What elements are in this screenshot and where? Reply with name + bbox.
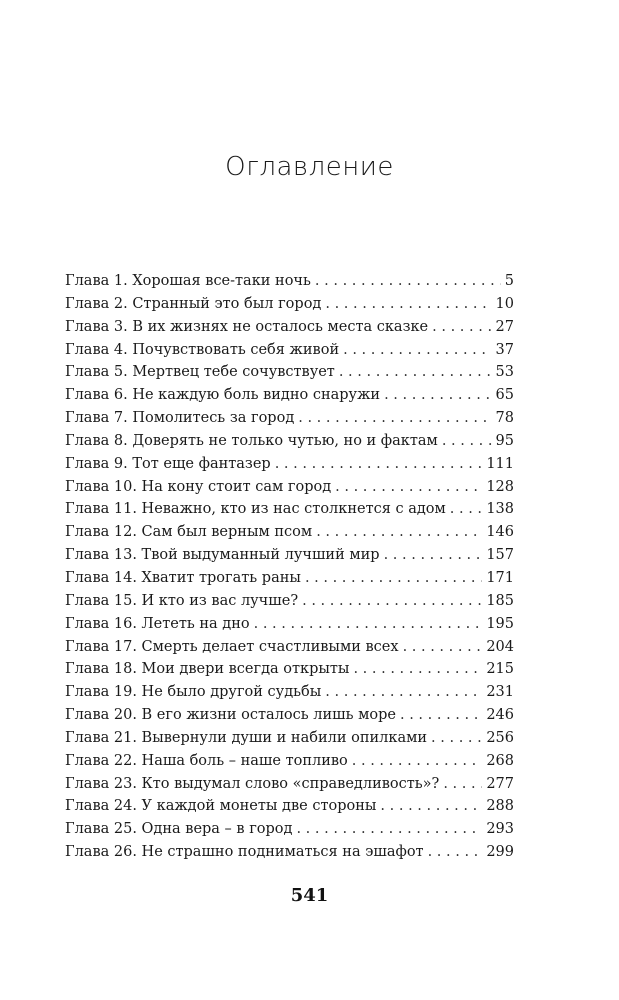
dot-leader [254,613,483,636]
toc-entry [65,453,514,476]
chapter-page-number: 293 [486,821,514,838]
chapter-page-number: 299 [486,844,514,861]
toc-entry-label [65,613,254,636]
toc-entry [65,750,514,773]
chapter-title: Хорошая все-таки ночь [132,273,311,289]
dot-leader [325,681,482,704]
dot-leader [352,750,483,773]
chapter-title: Доверять не только чутью, но и фактам [132,432,438,449]
chapter-title: Не было другой судьбы [141,684,322,701]
chapter-title: Одна вера – в город [141,821,293,838]
toc-entry-label [65,316,432,339]
toc-entry-label [65,339,343,362]
chapter-page-number: 138 [486,501,514,518]
toc-entry-label [65,521,316,544]
chapter-title: Странный это был город [132,295,322,312]
toc-entry [65,613,514,636]
toc-entry [65,567,514,590]
toc-entry [65,704,514,727]
dot-leader [298,407,491,430]
chapter-number: Глава 25. [65,821,137,838]
chapter-number: Глава 1. [65,273,128,289]
toc-entry-label [65,750,352,773]
chapter-number: Глава 20. [65,707,137,724]
dot-leader [305,567,482,590]
toc-entry [65,407,514,430]
dot-leader [275,453,483,476]
chapter-title: Вывернули души и набили опилками [141,729,428,746]
dot-leader [296,818,482,841]
chapter-title: Наша боль – наше топливо [141,752,348,769]
toc-entry-label [65,636,403,659]
toc-entry-label [65,270,315,293]
dot-leader [443,773,482,796]
chapter-number: Глава 8. [65,432,128,449]
dot-leader [343,339,491,362]
chapter-page-number: 5 [504,273,514,289]
chapter-number: Глава 9. [65,455,128,472]
toc-entry-label [65,498,450,521]
chapter-title: Мертвец тебе сочувствует [132,364,335,381]
chapter-title: Мои двери всегда открыты [141,661,350,678]
toc-entry [65,384,514,407]
chapter-number: Глава 4. [65,341,128,358]
chapter-title: Не каждую боль видно снаружи [132,387,381,404]
toc-entry [65,430,514,453]
toc-entry-label [65,544,384,567]
chapter-number: Глава 3. [65,318,128,335]
dot-leader [325,293,491,316]
chapter-page-number: 246 [486,707,514,724]
chapter-page-number: 288 [486,798,514,815]
chapter-number: Глава 13. [65,547,137,564]
toc-entry [65,727,514,750]
chapter-title: Неважно, кто из нас столкнется с адом [141,501,446,518]
toc-entry-label [65,293,325,316]
toc-entry-label [65,361,339,384]
chapter-page-number: 195 [486,615,514,632]
chapter-page-number: 185 [486,592,514,609]
chapter-page-number: 111 [486,455,514,472]
chapter-title: На кону стоит сам город [141,478,332,495]
toc-entry [65,795,514,818]
chapter-title: Сам был верным псом [141,524,313,541]
chapter-title: В его жизни осталось лишь море [141,707,396,724]
chapter-number: Глава 21. [65,729,137,746]
chapter-number: Глава 14. [65,569,137,586]
dot-leader [442,430,492,453]
toc-entry-label [65,841,428,864]
dot-leader [380,795,482,818]
toc-entry [65,658,514,681]
chapter-title: Тот еще фантазер [132,455,271,472]
chapter-page-number: 215 [486,661,514,678]
chapter-page-number: 53 [495,364,514,381]
chapter-number: Глава 17. [65,638,137,655]
chapter-title: В их жизнях не осталось места сказке [132,318,429,335]
chapter-page-number: 146 [486,524,514,541]
chapter-page-number: 27 [495,318,514,335]
chapter-number: Глава 7. [65,410,128,427]
toc-entry [65,270,514,293]
chapter-number: Глава 16. [65,615,137,632]
dot-leader [316,521,482,544]
chapter-number: Глава 10. [65,478,137,495]
dot-leader [384,384,491,407]
chapter-number: Глава 19. [65,684,137,701]
toc-entry [65,521,514,544]
chapter-number: Глава 11. [65,501,137,518]
toc-entry-label [65,430,442,453]
toc-entry [65,636,514,659]
dot-leader [353,658,482,681]
dot-leader [400,704,482,727]
toc-entry-label [65,704,400,727]
dot-leader [403,636,483,659]
toc-entry [65,590,514,613]
chapter-number: Глава 24. [65,798,137,815]
toc-entry-label [65,727,431,750]
chapter-title: И кто из вас лучше? [141,592,299,609]
table-of-contents [65,270,514,864]
chapter-number: Глава 6. [65,387,128,404]
dot-leader [450,498,483,521]
toc-entry [65,773,514,796]
toc-entry [65,681,514,704]
page-number: 541 [290,885,329,906]
chapter-page-number: 37 [495,341,514,358]
toc-entry [65,316,514,339]
chapter-page-number: 78 [495,410,514,427]
dot-leader [428,841,483,864]
chapter-page-number: 277 [486,775,514,792]
chapter-page-number: 268 [486,752,514,769]
toc-entry-label [65,795,380,818]
chapter-title: Кто выдумал слово «справедливость»? [141,775,440,792]
chapter-number: Глава 22. [65,752,137,769]
toc-entry-label [65,590,302,613]
chapter-page-number: 128 [486,478,514,495]
dot-leader [339,361,492,384]
toc-entry-label [65,818,296,841]
chapter-number: Глава 26. [65,844,137,861]
chapter-page-number: 171 [486,569,514,586]
chapter-number: Глава 23. [65,775,137,792]
toc-entry [65,818,514,841]
chapter-page-number: 204 [486,638,514,655]
chapter-title: Почувствовать себя живой [132,341,340,358]
toc-entry-label [65,681,325,704]
toc-entry [65,841,514,864]
chapter-page-number: 65 [495,387,514,404]
toc-entry-label [65,384,384,407]
toc-entry-label [65,658,353,681]
toc-entry-label [65,453,275,476]
chapter-page-number: 95 [495,432,514,449]
toc-entry-label [65,567,305,590]
dot-leader [431,727,482,750]
chapter-number: Глава 2. [65,295,128,312]
chapter-title: Твой выдуманный лучший мир [141,547,380,564]
chapter-page-number: 10 [495,295,514,312]
toc-entry [65,498,514,521]
page-title: Оглавление [225,152,394,182]
chapter-page-number: 256 [486,729,514,746]
chapter-number: Глава 12. [65,524,137,541]
chapter-title: Смерть делает счастливыми всех [141,638,399,655]
toc-entry-label [65,773,443,796]
toc-entry-label [65,407,298,430]
chapter-number: Глава 18. [65,661,137,678]
toc-entry [65,293,514,316]
dot-leader [335,476,482,499]
toc-entry-label [65,476,335,499]
chapter-title: Не страшно подниматься на эшафот [141,844,424,861]
chapter-page-number: 231 [486,684,514,701]
chapter-number: Глава 5. [65,364,128,381]
dot-leader [384,544,483,567]
toc-entry [65,544,514,567]
chapter-title: У каждой монеты две стороны [141,798,377,815]
toc-entry [65,476,514,499]
toc-entry [65,361,514,384]
chapter-title: Помолитесь за город [132,410,295,427]
chapter-number: Глава 15. [65,592,137,609]
chapter-title: Лететь на дно [141,615,250,632]
toc-entry [65,339,514,362]
dot-leader [302,590,482,613]
chapter-title: Хватит трогать раны [141,569,301,586]
chapter-page-number: 157 [486,547,514,564]
dot-leader [432,316,491,339]
dot-leader [315,270,501,293]
